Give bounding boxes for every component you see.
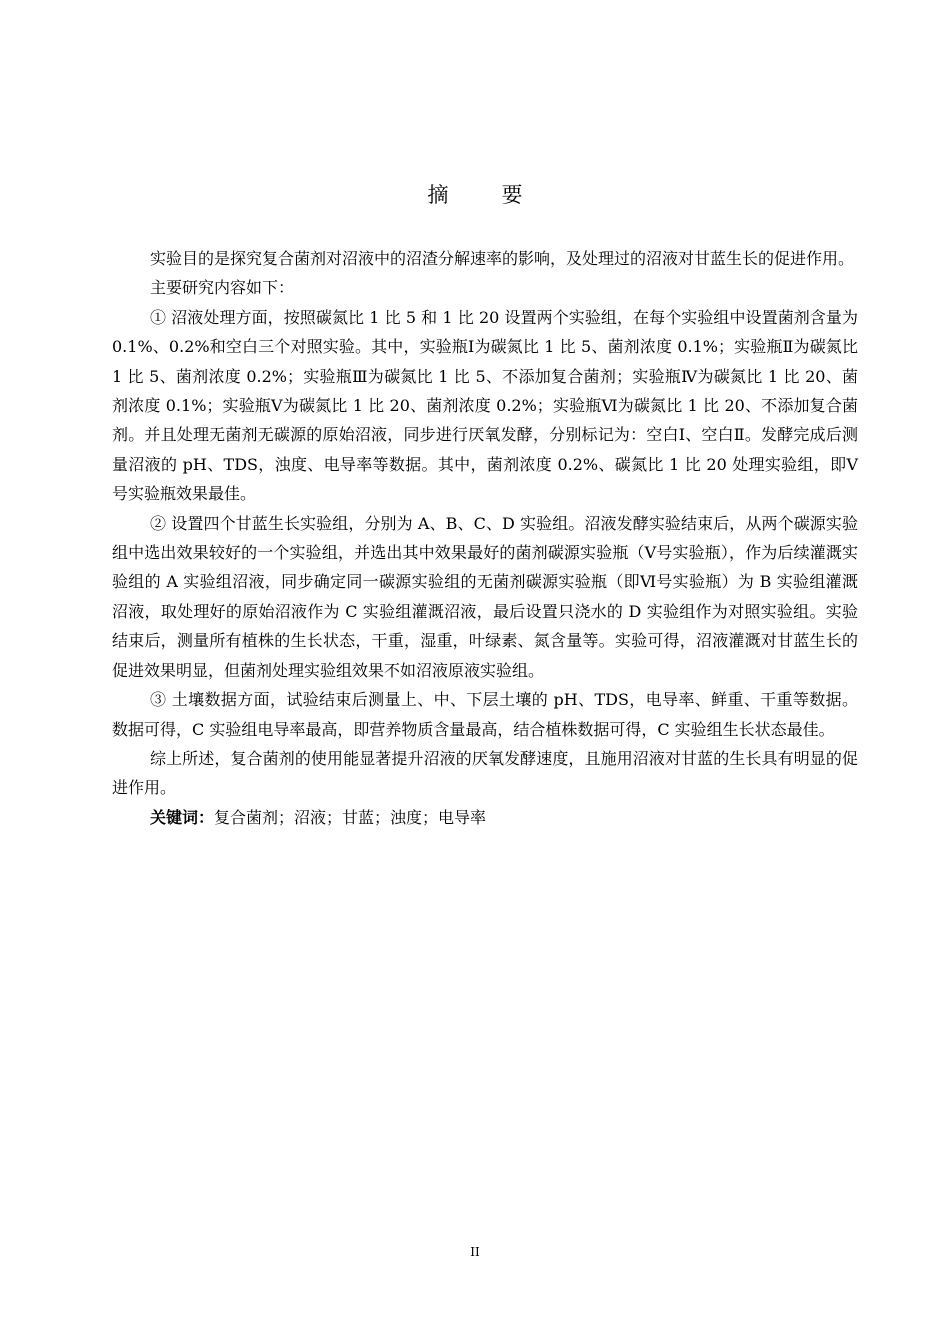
abstract-title: 摘 要 [427, 183, 539, 207]
paragraph-conclusion: 综上所述，复合菌剂的使用能显著提升沼液的厌氧发酵速度，且施用沼液对甘蓝的生长具有明显的促进作用。 [112, 748, 858, 798]
paragraph-item-2: ② 设置四个甘蓝生长实验组，分别为 A、B、C、D 实验组。沼液发酵实验结束后，从两个碳源实验组中选出效果较好的一个实验组，并选出其中效果最好的菌剂碳源实验瓶（Ⅴ号实验瓶），作为后续灌溉实验组的 A 实验组沼液，同步确定同一碳源实验组的无菌剂碳源实验瓶（即Ⅵ号实验瓶）为 B 实验组灌溉沼液，取处理好的原始沼液作为 C 实验组灌溉沼液，最后设置只浇水的 D 实验组作为对照实验组。实验结束后，测量所有植株的生长状态，干重，湿重，叶绿素、氮含量等。实验可得，沼液灌溉对甘蓝生长的促进效果明显，但菌剂处理实验组效果不如沼液原液实验组。 [112, 513, 858, 680]
keywords-line [112, 803, 858, 832]
keywords-label: 关键词： [150, 807, 215, 827]
keywords-list: 复合菌剂；沼液；甘蓝；浊度；电导率 [214, 807, 487, 827]
paragraph-item-1: ① 沼液处理方面，按照碳氮比 1 比 5 和 1 比 20 设置两个实验组，在每个实验组中设置菌剂含量为 0.1%、0.2%和空白三个对照实验。其中，实验瓶Ⅰ为碳氮比 1 比 5、菌剂浓度 0.1%；实验瓶Ⅱ为碳氮比 1 比 5、菌剂浓度 0.2%；实验瓶Ⅲ为碳氮比 1 比 5、不添加复合菌剂；实验瓶Ⅳ为碳氮比 1 比 20、菌剂浓度 0.1%；实验瓶Ⅴ为碳氮比 1 比 20、菌剂浓度 0.2%；实验瓶Ⅵ为碳氮比 1 比 20、不添加复合菌剂。并且处理无菌剂无碳源的原始沼液，同步进行厌氧发酵，分别标记为：空白Ⅰ、空白Ⅱ。发酵完成后测量沼液的 pH、TDS，浊度、电导率等数据。其中，菌剂浓度 0.2%、碳氮比 1 比 20 处理实验组，即Ⅴ号实验瓶效果最佳。 [112, 307, 858, 504]
paragraph-purpose: 实验目的是探究复合菌剂对沼液中的沼渣分解速率的影响，及处理过的沼液对甘蓝生长的促进作用。 [150, 249, 855, 268]
paragraph-item-3: ③ 土壤数据方面，试验结束后测量上、中、下层土壤的 pH、TDS，电导率、鲜重、干重等数据。数据可得，C 实验组电导率最高，即营养物质含量最高，结合植株数据可得，C 实验组生长状态最佳。 [112, 690, 858, 739]
page-number: II [470, 1245, 480, 1259]
abstract-body [112, 244, 858, 832]
paragraph-content-intro: 主要研究内容如下： [150, 278, 295, 298]
